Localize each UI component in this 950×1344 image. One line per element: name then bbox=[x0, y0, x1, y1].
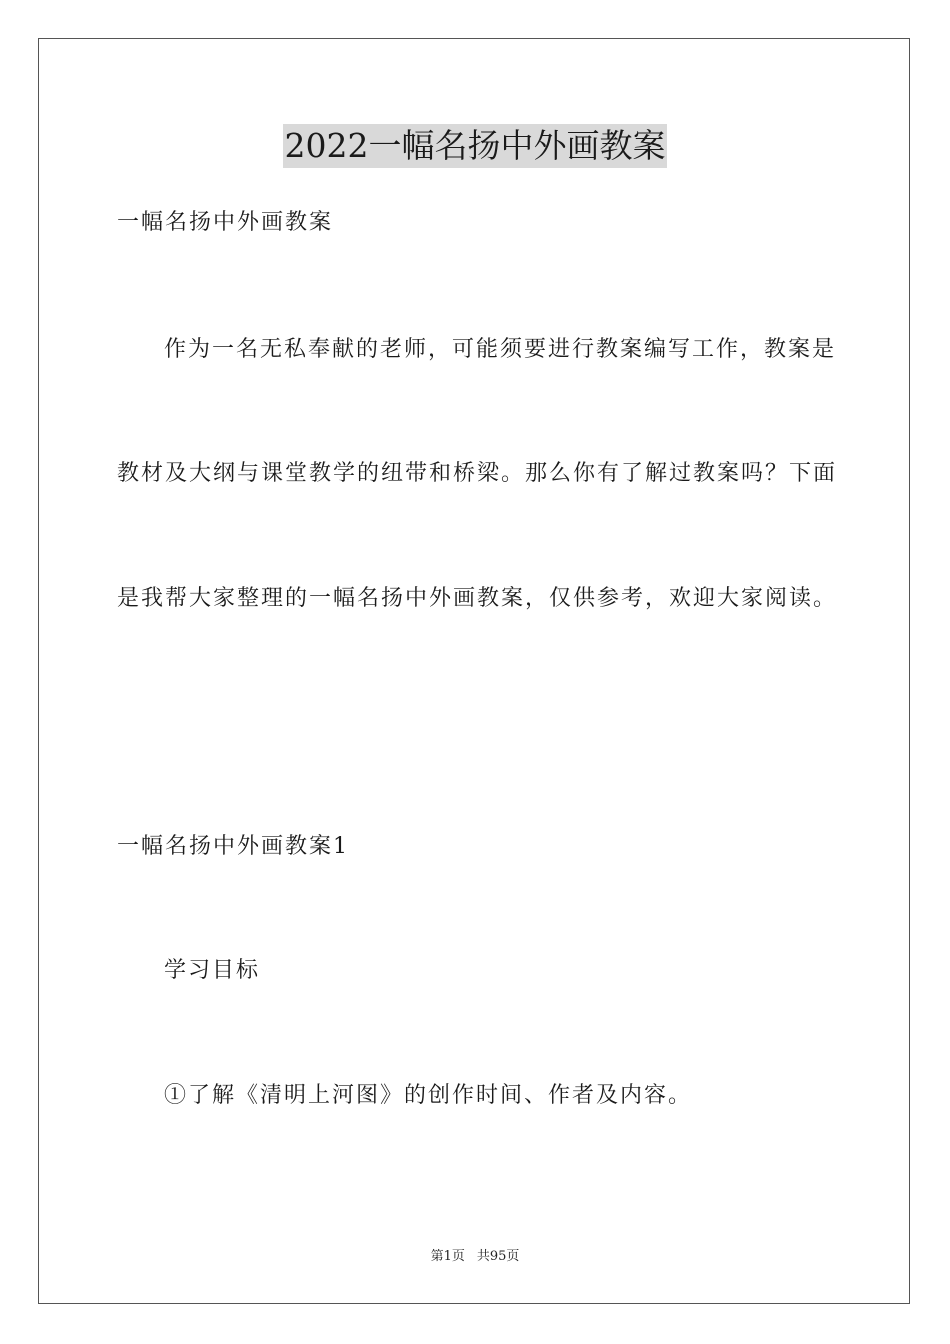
page-number-total: 共95页 bbox=[476, 1249, 520, 1264]
subsection-heading: 学习目标 bbox=[164, 958, 261, 983]
intro-paragraph-line-2: 教材及大纲与课堂教学的纽带和桥梁。那么你有了解过教案吗？下面 bbox=[117, 461, 838, 486]
objective-item-1: ①了解《清明上河图》的创作时间、作者及内容。 bbox=[164, 1083, 693, 1108]
document-title: 2022一幅名扬中外画教案 bbox=[283, 124, 668, 168]
page-footer bbox=[0, 1248, 950, 1266]
page-number-current: 第1页 bbox=[430, 1249, 465, 1264]
title-container bbox=[0, 124, 950, 168]
intro-paragraph-line-1: 作为一名无私奉献的老师，可能须要进行教案编写工作，教案是 bbox=[164, 337, 837, 362]
section-heading: 一幅名扬中外画教案1 bbox=[117, 834, 349, 859]
intro-paragraph-line-3: 是我帮大家整理的一幅名扬中外画教案，仅供参考，欢迎大家阅读。 bbox=[117, 586, 838, 611]
document-subtitle: 一幅名扬中外画教案 bbox=[117, 210, 334, 235]
